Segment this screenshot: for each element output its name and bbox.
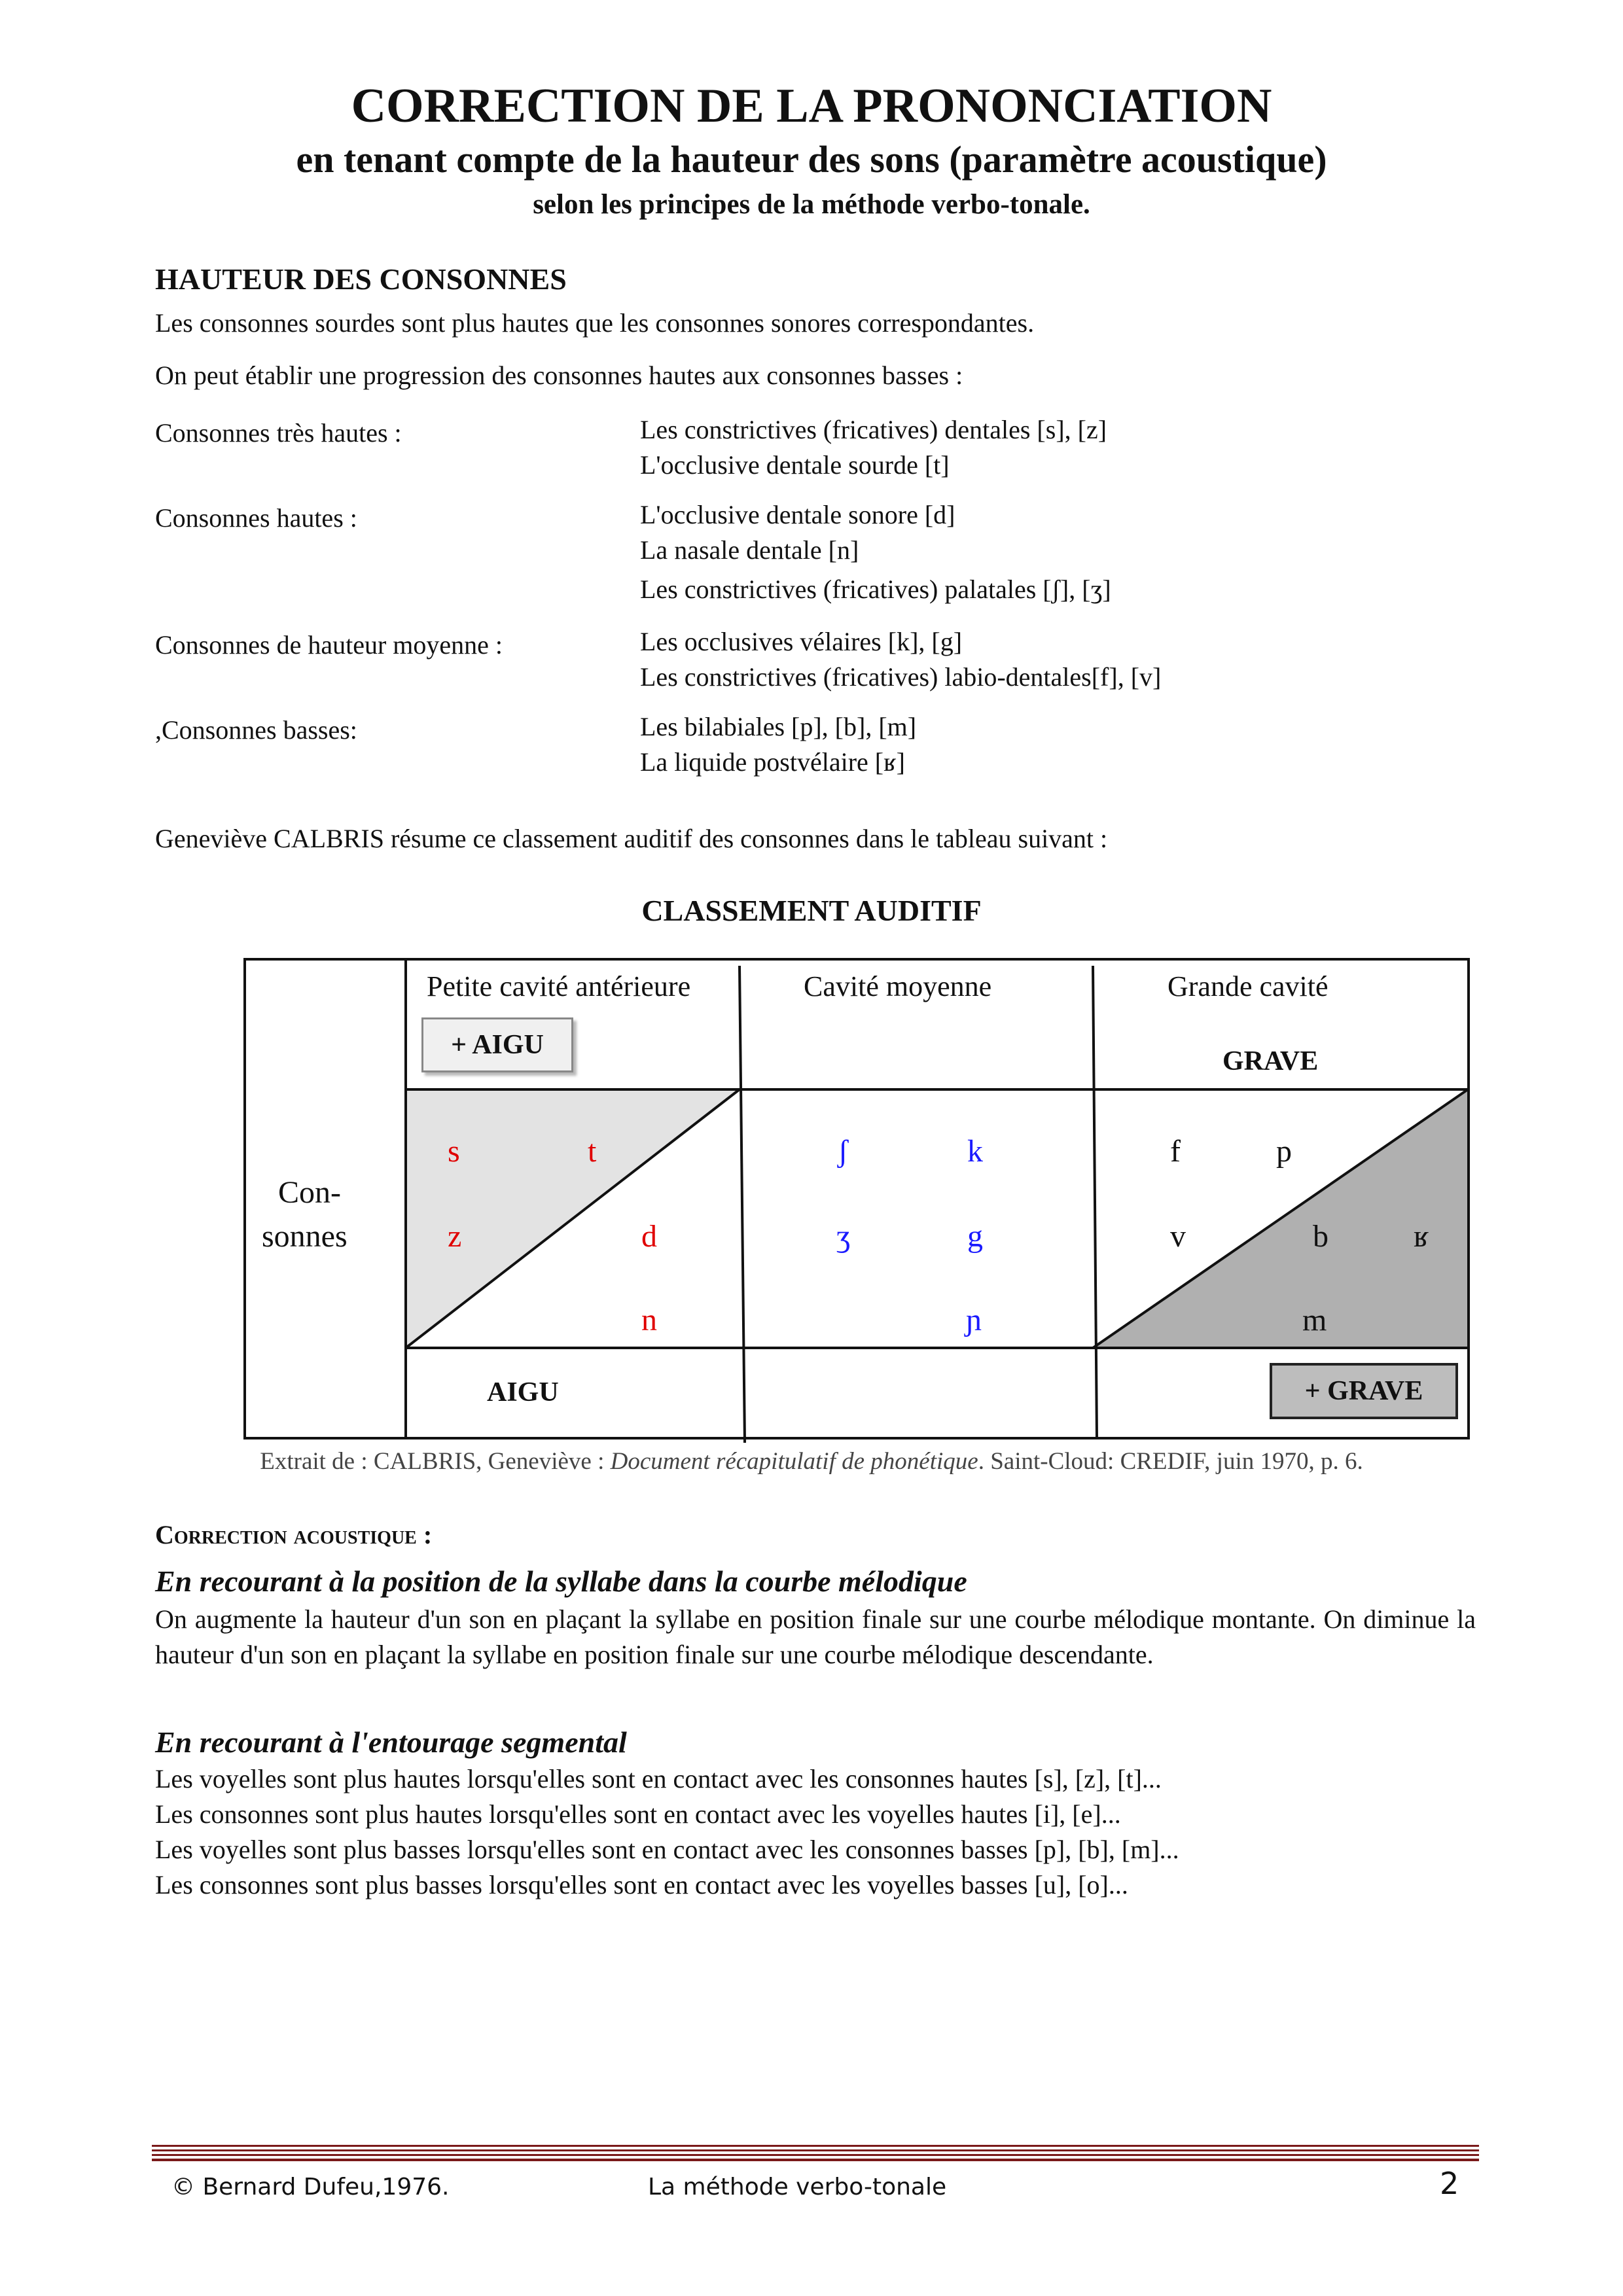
letter-gn: ɲ [966,1303,982,1337]
letter-r: ʁ [1414,1219,1429,1254]
grave-label: GRAVE [1222,1046,1319,1076]
footer-rule [152,2145,1479,2162]
footer-copyright: © Bernard Dufeu,1976. [171,2174,450,2200]
class-label: Consonnes de hauteur moyenne : [155,630,503,660]
letter-s: s [448,1134,460,1169]
class-item: Les occlusives vélaires [k], [g] [640,627,963,656]
class-label: Consonnes très hautes : [155,418,402,448]
class-item: Les constrictives (fricatives) labio-dentales[f], [v] [640,662,1162,692]
class-label: ,Consonnes basses: [155,715,357,745]
class-item: La liquide postvélaire [ʁ] [640,747,905,777]
caption-title: Document récapitulatif de phonétique [610,1448,978,1475]
row-label-line2: sonnes [262,1219,348,1254]
class-item: L'occlusive dentale sourde [t] [640,450,950,480]
letter-d: d [641,1219,657,1254]
aigu-label: AIGU [487,1377,559,1407]
page-number: 2 [1440,2166,1459,2201]
plus-grave-label: + GRAVE [1270,1363,1458,1419]
entourage-line: Les voyelles sont plus hautes lorsqu'elles sont en contact avec les consonnes hautes [s], [z], [t]... [155,1764,1162,1793]
entourage-line: Les voyelles sont plus basses lorsqu'elles sont en contact avec les consonnes basses [p], [b], [m]... [155,1835,1179,1864]
letter-z: z [448,1219,462,1254]
entourage-line: Les consonnes sont plus hautes lorsqu'elles sont en contact avec les voyelles hautes [i], [e]... [155,1799,1121,1829]
letter-p: p [1276,1134,1292,1169]
section-heading-hauteur: HAUTEUR DES CONSONNES [155,262,567,296]
letter-t: t [588,1134,597,1169]
letter-m: m [1302,1303,1327,1337]
letter-n: n [641,1303,657,1337]
plus-aigu-label: + AIGU [421,1017,573,1072]
letter-k: k [967,1134,983,1169]
page-subtitle-2: selon les principes de la méthode verbo-tonale. [533,189,1090,220]
letter-v: v [1170,1219,1186,1254]
section-heading-correction: Correction acoustique : [155,1520,433,1549]
page-subtitle: en tenant compte de la hauteur des sons (paramètre acoustique) [296,138,1327,181]
class-item: L'occlusive dentale sonore [d] [640,500,955,529]
entourage-line: Les consonnes sont plus basses lorsqu'elles sont en contact avec les voyelles basses [u], [o]... [155,1870,1128,1899]
class-item: Les bilabiales [p], [b], [m] [640,712,917,741]
col-header-middle: Cavité moyenne [804,970,992,1002]
paragraph-progression: On peut établir une progression des consonnes hautes aux consonnes basses : [155,361,963,390]
paragraph-table-intro: Geneviève CALBRIS résume ce classement auditif des consonnes dans le tableau suivant : [155,824,1108,853]
paragraph-courbe: On augmente la hauteur d'un son en plaçant la syllabe en position finale sur une courbe mélodique montante. On diminue la hauteur d'un son en plaçant la syllabe en position finale sur une courbe mélodique descendante. [155,1604,1476,1669]
paragraph-sourdes: Les consonnes sourdes sont plus hautes que les consonnes sonores correspondantes. [155,308,1035,338]
class-label: Consonnes hautes : [155,503,357,533]
row-label-line1: Con- [278,1175,341,1210]
caption-prefix: Extrait de : CALBRIS, Geneviève : [260,1448,611,1475]
col-divider-3 [1093,966,1097,1438]
subheading-entourage: En recourant à l'entourage segmental [155,1725,627,1759]
footer-title: La méthode verbo-tonale [648,2174,947,2200]
letter-g: g [967,1219,983,1254]
caption-suffix: . Saint-Cloud: CREDIF, juin 1970, p. 6. [978,1448,1363,1475]
class-item: Les constrictives (fricatives) dentales [s], [z] [640,415,1107,444]
class-item: Les constrictives (fricatives) palatales [ʃ], [ʒ] [640,574,1111,604]
col-divider-2 [740,966,745,1443]
page-title: CORRECTION DE LA PRONONCIATION [351,79,1272,133]
col-header-back: Grande cavité [1168,970,1329,1002]
letter-zh: ʒ [836,1219,851,1254]
letter-b: b [1313,1219,1329,1254]
subheading-courbe: En recourant à la position de la syllabe dans la courbe mélodique [155,1564,967,1598]
letter-f: f [1170,1134,1181,1169]
col-header-front: Petite cavité antérieure [427,970,691,1002]
table-caption [0,1447,1623,1475]
table-title: CLASSEMENT AUDITIF [641,894,982,927]
letter-sh: ʃ [838,1134,848,1169]
class-item: La nasale dentale [n] [640,535,859,565]
